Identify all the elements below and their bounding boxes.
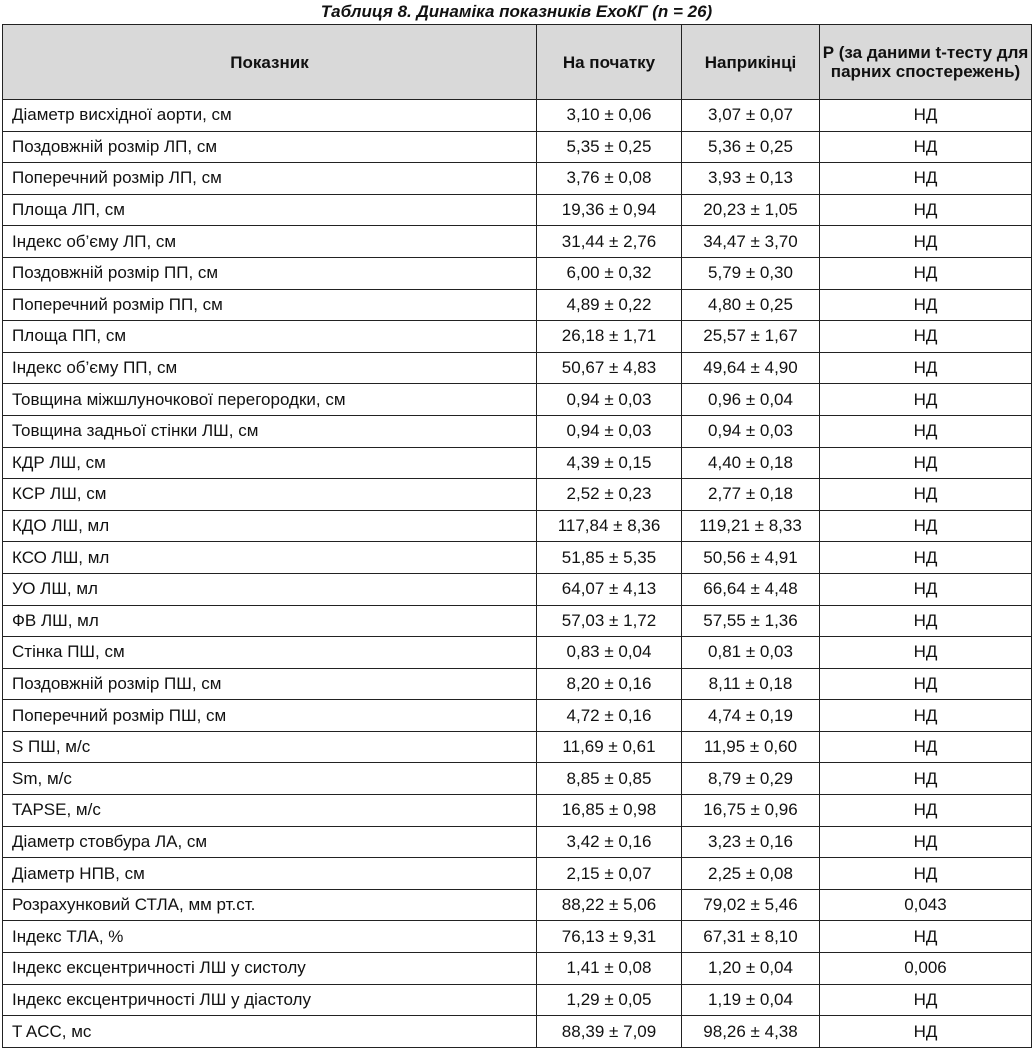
row-indicator-cell: Індекс ТЛА, % — [3, 921, 537, 953]
table-row — [3, 637, 1032, 669]
row-p-value-cell: НД — [820, 257, 1032, 289]
row-indicator-cell: Площа ПП, см — [3, 321, 537, 353]
row-indicator-cell: Поперечний розмір ПШ, см — [3, 700, 537, 732]
row-end-cell: 1,19 ± 0,04 — [682, 984, 820, 1016]
table-body — [3, 100, 1032, 1048]
table-row — [3, 510, 1032, 542]
row-end-cell: 25,57 ± 1,67 — [682, 321, 820, 353]
row-p-value-cell: НД — [820, 1016, 1032, 1048]
row-indicator-cell: Поздовжній розмір ПШ, см — [3, 668, 537, 700]
table-row — [3, 447, 1032, 479]
row-start-cell: 76,13 ± 9,31 — [537, 921, 682, 953]
row-p-value-cell: 0,006 — [820, 953, 1032, 985]
row-p-value-cell: НД — [820, 226, 1032, 258]
row-p-value-cell: НД — [820, 700, 1032, 732]
row-end-cell: 5,36 ± 0,25 — [682, 131, 820, 163]
row-end-cell: 0,94 ± 0,03 — [682, 415, 820, 447]
row-indicator-cell: Діаметр висхідної аорти, см — [3, 100, 537, 132]
row-indicator-cell: Товщина задньої стінки ЛШ, см — [3, 415, 537, 447]
table-row — [3, 479, 1032, 511]
header-start: На початку — [537, 25, 682, 100]
row-end-cell: 119,21 ± 8,33 — [682, 510, 820, 542]
row-end-cell: 0,81 ± 0,03 — [682, 637, 820, 669]
table-row — [3, 542, 1032, 574]
row-p-value-cell: НД — [820, 163, 1032, 195]
row-start-cell: 57,03 ± 1,72 — [537, 605, 682, 637]
row-start-cell: 3,76 ± 0,08 — [537, 163, 682, 195]
row-end-cell: 34,47 ± 3,70 — [682, 226, 820, 258]
row-start-cell: 16,85 ± 0,98 — [537, 795, 682, 827]
row-indicator-cell: Sm, м/с — [3, 763, 537, 795]
row-start-cell: 5,35 ± 0,25 — [537, 131, 682, 163]
row-start-cell: 19,36 ± 0,94 — [537, 194, 682, 226]
table-row — [3, 321, 1032, 353]
row-end-cell: 8,79 ± 0,29 — [682, 763, 820, 795]
row-p-value-cell: НД — [820, 479, 1032, 511]
row-indicator-cell: Індекс об’єму ЛП, см — [3, 226, 537, 258]
row-indicator-cell: Товщина міжшлуночкової перегородки, см — [3, 384, 537, 416]
row-p-value-cell: НД — [820, 289, 1032, 321]
row-indicator-cell: Поздовжній розмір ЛП, см — [3, 131, 537, 163]
table-row — [3, 953, 1032, 985]
row-indicator-cell: Розрахунковий СТЛА, мм рт.ст. — [3, 889, 537, 921]
row-start-cell: 2,52 ± 0,23 — [537, 479, 682, 511]
row-p-value-cell: НД — [820, 984, 1032, 1016]
row-indicator-cell: Індекс об’єму ПП, см — [3, 352, 537, 384]
row-p-value-cell: НД — [820, 415, 1032, 447]
table-row — [3, 605, 1032, 637]
row-end-cell: 0,96 ± 0,04 — [682, 384, 820, 416]
row-end-cell: 49,64 ± 4,90 — [682, 352, 820, 384]
table-row — [3, 289, 1032, 321]
row-start-cell: 8,20 ± 0,16 — [537, 668, 682, 700]
row-end-cell: 98,26 ± 4,38 — [682, 1016, 820, 1048]
row-end-cell: 50,56 ± 4,91 — [682, 542, 820, 574]
row-p-value-cell: НД — [820, 637, 1032, 669]
row-start-cell: 3,10 ± 0,06 — [537, 100, 682, 132]
table-row — [3, 257, 1032, 289]
row-p-value-cell: НД — [820, 921, 1032, 953]
row-indicator-cell: Діаметр НПВ, см — [3, 858, 537, 890]
row-p-value-cell: НД — [820, 858, 1032, 890]
row-indicator-cell: КДР ЛШ, см — [3, 447, 537, 479]
header-indicator: Показник — [3, 25, 537, 100]
table-header — [3, 25, 1032, 100]
row-indicator-cell: T ACC, мс — [3, 1016, 537, 1048]
table-row — [3, 795, 1032, 827]
row-end-cell: 3,93 ± 0,13 — [682, 163, 820, 195]
row-end-cell: 1,20 ± 0,04 — [682, 953, 820, 985]
row-start-cell: 64,07 ± 4,13 — [537, 573, 682, 605]
table-row — [3, 858, 1032, 890]
row-start-cell: 50,67 ± 4,83 — [537, 352, 682, 384]
row-start-cell: 88,22 ± 5,06 — [537, 889, 682, 921]
row-indicator-cell: Індекс ексцентричності ЛШ у діастолу — [3, 984, 537, 1016]
row-end-cell: 67,31 ± 8,10 — [682, 921, 820, 953]
row-start-cell: 0,83 ± 0,04 — [537, 637, 682, 669]
row-start-cell: 11,69 ± 0,61 — [537, 731, 682, 763]
row-end-cell: 16,75 ± 0,96 — [682, 795, 820, 827]
row-indicator-cell: Діаметр стовбура ЛА, см — [3, 826, 537, 858]
row-indicator-cell: S ПШ, м/с — [3, 731, 537, 763]
row-start-cell: 2,15 ± 0,07 — [537, 858, 682, 890]
table-row — [3, 384, 1032, 416]
row-start-cell: 0,94 ± 0,03 — [537, 415, 682, 447]
table-row — [3, 194, 1032, 226]
row-start-cell: 0,94 ± 0,03 — [537, 384, 682, 416]
row-indicator-cell: Індекс ексцентричності ЛШ у систолу — [3, 953, 537, 985]
table-row — [3, 700, 1032, 732]
row-p-value-cell: НД — [820, 194, 1032, 226]
table-row — [3, 763, 1032, 795]
table-row — [3, 889, 1032, 921]
row-end-cell: 20,23 ± 1,05 — [682, 194, 820, 226]
row-indicator-cell: Поперечний розмір ПП, см — [3, 289, 537, 321]
header-end: Наприкінці — [682, 25, 820, 100]
row-start-cell: 1,29 ± 0,05 — [537, 984, 682, 1016]
row-p-value-cell: НД — [820, 795, 1032, 827]
row-end-cell: 4,80 ± 0,25 — [682, 289, 820, 321]
row-start-cell: 6,00 ± 0,32 — [537, 257, 682, 289]
row-start-cell: 8,85 ± 0,85 — [537, 763, 682, 795]
row-indicator-cell: КСР ЛШ, см — [3, 479, 537, 511]
row-indicator-cell: УО ЛШ, мл — [3, 573, 537, 605]
row-p-value-cell: НД — [820, 605, 1032, 637]
table-row — [3, 352, 1032, 384]
row-indicator-cell: КСО ЛШ, мл — [3, 542, 537, 574]
row-p-value-cell: НД — [820, 352, 1032, 384]
row-p-value-cell: НД — [820, 321, 1032, 353]
row-p-value-cell: НД — [820, 763, 1032, 795]
table-row — [3, 226, 1032, 258]
row-start-cell: 117,84 ± 8,36 — [537, 510, 682, 542]
row-start-cell: 1,41 ± 0,08 — [537, 953, 682, 985]
row-start-cell: 31,44 ± 2,76 — [537, 226, 682, 258]
row-end-cell: 8,11 ± 0,18 — [682, 668, 820, 700]
table-caption: Таблиця 8. Динаміка показників ЕхоКГ (n = 26) — [320, 2, 713, 21]
table-row — [3, 984, 1032, 1016]
row-end-cell: 11,95 ± 0,60 — [682, 731, 820, 763]
row-indicator-cell: КДО ЛШ, мл — [3, 510, 537, 542]
row-p-value-cell: НД — [820, 510, 1032, 542]
row-p-value-cell: НД — [820, 668, 1032, 700]
table-row — [3, 731, 1032, 763]
row-end-cell: 3,23 ± 0,16 — [682, 826, 820, 858]
table-row — [3, 1016, 1032, 1048]
table-row — [3, 163, 1032, 195]
row-start-cell: 88,39 ± 7,09 — [537, 1016, 682, 1048]
table-row — [3, 668, 1032, 700]
row-start-cell: 3,42 ± 0,16 — [537, 826, 682, 858]
row-indicator-cell: TAPSE, м/с — [3, 795, 537, 827]
row-p-value-cell: 0,043 — [820, 889, 1032, 921]
row-end-cell: 66,64 ± 4,48 — [682, 573, 820, 605]
row-start-cell: 26,18 ± 1,71 — [537, 321, 682, 353]
row-p-value-cell: НД — [820, 100, 1032, 132]
row-start-cell: 4,39 ± 0,15 — [537, 447, 682, 479]
row-p-value-cell: НД — [820, 131, 1032, 163]
row-start-cell: 4,89 ± 0,22 — [537, 289, 682, 321]
row-p-value-cell: НД — [820, 542, 1032, 574]
row-end-cell: 5,79 ± 0,30 — [682, 257, 820, 289]
echocardiography-table — [2, 24, 1032, 1048]
row-end-cell: 2,77 ± 0,18 — [682, 479, 820, 511]
row-p-value-cell: НД — [820, 731, 1032, 763]
row-end-cell: 4,40 ± 0,18 — [682, 447, 820, 479]
row-start-cell: 4,72 ± 0,16 — [537, 700, 682, 732]
row-indicator-cell: Поздовжній розмір ПП, см — [3, 257, 537, 289]
row-indicator-cell: Площа ЛП, см — [3, 194, 537, 226]
header-row — [3, 25, 1032, 100]
row-p-value-cell: НД — [820, 384, 1032, 416]
row-end-cell: 57,55 ± 1,36 — [682, 605, 820, 637]
row-indicator-cell: Стінка ПШ, см — [3, 637, 537, 669]
row-end-cell: 2,25 ± 0,08 — [682, 858, 820, 890]
row-start-cell: 51,85 ± 5,35 — [537, 542, 682, 574]
table-row — [3, 415, 1032, 447]
row-indicator-cell: Поперечний розмір ЛП, см — [3, 163, 537, 195]
header-p-value: Р (за даними t-тесту для парних спостережень) — [820, 25, 1032, 100]
row-end-cell: 4,74 ± 0,19 — [682, 700, 820, 732]
row-p-value-cell: НД — [820, 826, 1032, 858]
table-row — [3, 573, 1032, 605]
table-row — [3, 921, 1032, 953]
table-row — [3, 826, 1032, 858]
row-end-cell: 3,07 ± 0,07 — [682, 100, 820, 132]
row-p-value-cell: НД — [820, 573, 1032, 605]
row-end-cell: 79,02 ± 5,46 — [682, 889, 820, 921]
table-row — [3, 131, 1032, 163]
table-row — [3, 100, 1032, 132]
row-indicator-cell: ФВ ЛШ, мл — [3, 605, 537, 637]
row-p-value-cell: НД — [820, 447, 1032, 479]
